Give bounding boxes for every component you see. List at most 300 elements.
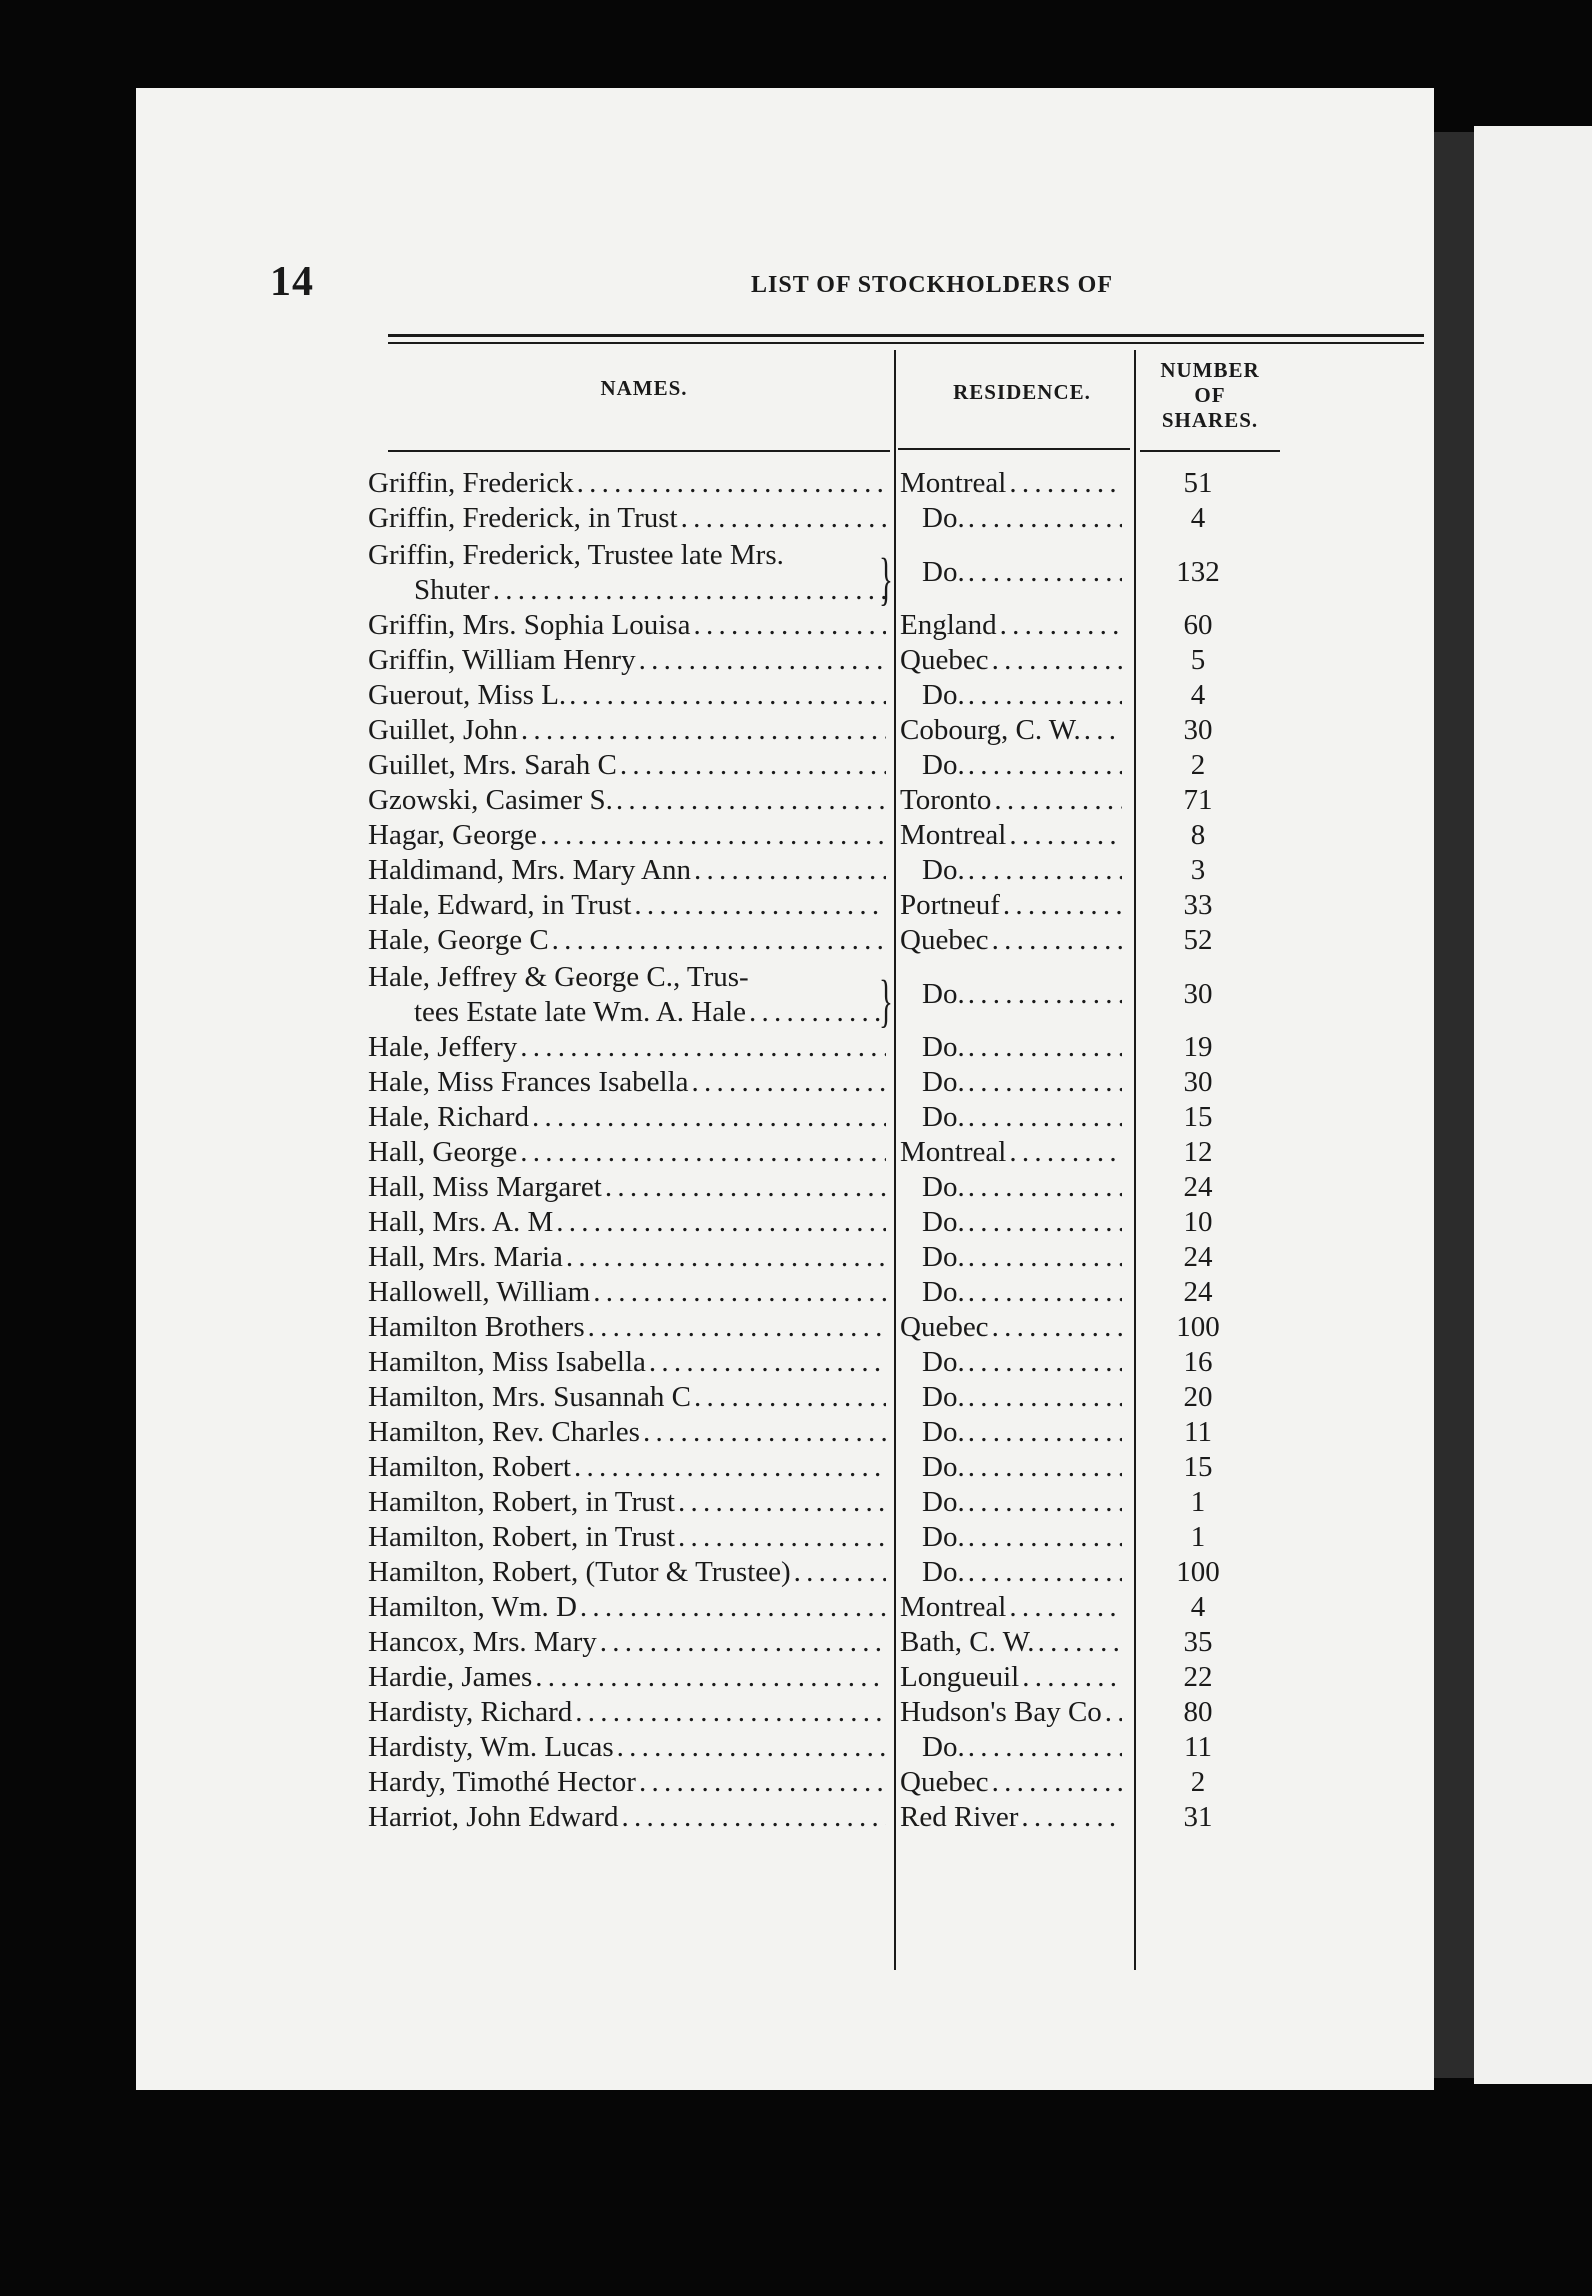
stockholder-residence <box>886 1800 1122 1835</box>
residence-text: Do. <box>922 749 965 781</box>
header-rule-second <box>388 342 1424 344</box>
stockholder-name-line1 <box>368 538 886 573</box>
stockholder-residence <box>886 1590 1122 1625</box>
residence-text: Do. <box>922 1416 965 1448</box>
stockholder-name <box>368 783 886 818</box>
leader-dots <box>493 573 886 608</box>
stockholder-residence <box>886 1135 1122 1170</box>
stockholder-shares: 22 <box>1183 1661 1213 1693</box>
stockholder-residence <box>886 501 1122 536</box>
residence-text: Quebec <box>900 1311 989 1343</box>
table-row <box>368 1800 1288 1835</box>
table-row <box>368 1520 1288 1555</box>
stockholder-residence <box>886 555 1122 590</box>
stockholder-shares: 31 <box>1183 1801 1213 1833</box>
stockholder-name <box>368 1625 886 1660</box>
stockholder-name-line2 <box>368 995 886 1030</box>
header-rule-top <box>388 334 1424 337</box>
stockholder-name <box>368 1135 886 1170</box>
stockholder-shares: 100 <box>1176 1311 1220 1343</box>
residence-text: Do. <box>922 1381 965 1413</box>
stockholder-residence <box>886 466 1122 501</box>
leader-dots <box>520 1135 886 1170</box>
residence-text: Do. <box>922 1101 965 1133</box>
leader-dots <box>968 1415 1122 1450</box>
leader-dots <box>1022 1660 1122 1695</box>
stockholder-name <box>368 923 886 958</box>
stockholder-name <box>368 1030 886 1065</box>
residence-text: England <box>900 609 997 641</box>
residence-text: Montreal <box>900 1136 1007 1168</box>
stockholder-name <box>368 748 886 783</box>
table-row <box>368 853 1288 888</box>
table-row <box>368 713 1288 748</box>
table-row <box>368 923 1288 958</box>
stockholder-name <box>368 1275 886 1310</box>
stockholder-residence <box>886 853 1122 888</box>
stockholder-residence <box>886 1240 1122 1275</box>
table-row <box>368 1310 1288 1345</box>
leader-dots <box>1021 1800 1122 1835</box>
stockholder-name <box>368 608 886 643</box>
stockholder-shares: 16 <box>1183 1346 1213 1378</box>
stockholder-name <box>368 960 886 1030</box>
residence-text: Do. <box>922 1556 965 1588</box>
leader-dots <box>968 1275 1122 1310</box>
table-row <box>368 1030 1288 1065</box>
leader-dots <box>968 678 1122 713</box>
residence-text: Montreal <box>900 1591 1007 1623</box>
leader-dots <box>532 1100 886 1135</box>
stockholder-residence <box>886 977 1122 1012</box>
stockholder-residence <box>886 1450 1122 1485</box>
leader-dots <box>994 783 1122 818</box>
stockholder-shares: 132 <box>1176 555 1220 588</box>
stockholder-name <box>368 501 886 536</box>
stockholder-name <box>368 1660 886 1695</box>
residence-text: Do. <box>922 555 965 588</box>
table-row <box>368 1660 1288 1695</box>
page-number: 14 <box>270 259 314 305</box>
leader-dots <box>678 1520 886 1555</box>
leader-dots <box>1084 713 1122 748</box>
stockholder-shares: 24 <box>1183 1171 1213 1203</box>
leader-dots <box>566 1240 886 1275</box>
leader-dots <box>1000 608 1122 643</box>
residence-text: Quebec <box>900 1766 989 1798</box>
table-row <box>368 1135 1288 1170</box>
stockholder-name-continuation: tees Estate late Wm. A. Hale <box>414 996 747 1028</box>
page-edge-shadow <box>1432 132 1474 2078</box>
leader-dots <box>588 1310 886 1345</box>
table-row <box>368 501 1288 536</box>
stockholder-name <box>368 1100 886 1135</box>
residence-text: Do. <box>922 854 965 886</box>
stockholder-shares: 1 <box>1190 1521 1206 1553</box>
stockholder-name <box>368 1590 886 1625</box>
table-row <box>368 888 1288 923</box>
column-heading-shares-line1: NUMBER <box>1160 358 1260 382</box>
stockholder-shares: 11 <box>1184 1731 1212 1763</box>
table-row <box>368 1065 1288 1100</box>
stockholder-name-text: Hale, Richard <box>368 1101 530 1133</box>
stockholder-shares: 1 <box>1190 1486 1206 1518</box>
stockholder-residence <box>886 608 1122 643</box>
leader-dots <box>968 1555 1122 1590</box>
stockholder-shares: 33 <box>1183 889 1213 921</box>
stockholder-residence <box>886 1345 1122 1380</box>
stockholder-name-text: Hamilton, Robert, in Trust <box>368 1521 675 1553</box>
stockholder-name <box>368 1345 886 1380</box>
stockholder-name-text: Griffin, Frederick, in Trust <box>368 502 678 534</box>
residence-text: Bath, C. W. <box>900 1626 1035 1658</box>
stockholder-residence <box>886 923 1122 958</box>
leader-dots <box>968 1485 1122 1520</box>
stockholder-name <box>368 1310 886 1345</box>
heading-rule-shares <box>1140 450 1280 452</box>
stockholder-shares: 52 <box>1183 924 1213 956</box>
column-heading-shares-line2: OF <box>1194 383 1226 407</box>
stockholder-residence <box>886 1485 1122 1520</box>
stockholder-shares: 100 <box>1176 1556 1220 1588</box>
leader-dots <box>540 818 886 853</box>
leader-dots <box>605 1170 886 1205</box>
stockholder-shares: 2 <box>1190 1766 1206 1798</box>
leader-dots <box>639 1765 886 1800</box>
table-row <box>368 1590 1288 1625</box>
leader-dots <box>968 748 1122 783</box>
stockholder-shares: 5 <box>1190 644 1206 676</box>
stockholder-residence <box>886 1310 1122 1345</box>
leader-dots <box>643 1415 886 1450</box>
stockholder-name <box>368 1485 886 1520</box>
table-row <box>368 783 1288 818</box>
stockholder-name-text: Hale, Edward, in Trust <box>368 889 632 921</box>
stockholder-name-text: Hamilton, Wm. D <box>368 1591 577 1623</box>
leader-dots <box>520 1030 886 1065</box>
stockholder-shares: 20 <box>1183 1381 1213 1413</box>
stockholder-residence <box>886 1555 1122 1590</box>
stockholder-name-text: Griffin, Frederick, Trustee late Mrs. <box>368 539 784 571</box>
stockholder-name-text: Hagar, George <box>368 819 538 851</box>
residence-text: Portneuf <box>900 889 1000 921</box>
stockholder-residence <box>886 1065 1122 1100</box>
stockholder-name <box>368 713 886 748</box>
leader-dots <box>678 1485 886 1520</box>
stockholder-residence <box>886 1275 1122 1310</box>
residence-text: Red River <box>900 1801 1019 1833</box>
table-row <box>368 1450 1288 1485</box>
residence-text: Do. <box>922 1521 965 1553</box>
leader-dots <box>634 888 886 923</box>
stockholder-name-text: Hamilton, Rev. Charles <box>368 1416 640 1448</box>
leader-dots <box>968 1450 1122 1485</box>
table-row <box>368 608 1288 643</box>
leader-dots <box>593 1275 886 1310</box>
stockholder-name <box>368 1170 886 1205</box>
stockholder-residence <box>886 1030 1122 1065</box>
residence-text: Do. <box>922 1451 965 1483</box>
stockholder-name <box>368 888 886 923</box>
stockholder-shares: 30 <box>1183 977 1213 1010</box>
leader-dots <box>552 923 886 958</box>
table-row <box>368 1240 1288 1275</box>
leader-dots <box>968 1520 1122 1555</box>
stockholder-shares: 19 <box>1183 1031 1213 1063</box>
stockholder-name <box>368 1695 886 1730</box>
stockholder-residence <box>886 1695 1122 1730</box>
residence-text: Quebec <box>900 644 989 676</box>
stockholder-shares: 24 <box>1183 1241 1213 1273</box>
stockholder-residence <box>886 1730 1122 1765</box>
stockholder-shares: 15 <box>1183 1451 1213 1483</box>
table-row <box>368 466 1288 501</box>
leader-dots <box>968 1240 1122 1275</box>
table-row <box>368 1205 1288 1240</box>
residence-text: Do. <box>922 977 965 1010</box>
stockholder-name <box>368 466 886 501</box>
stockholder-name-text: Hall, Mrs. Maria <box>368 1241 563 1273</box>
stockholder-name-text: Haldimand, Mrs. Mary Ann <box>368 854 691 886</box>
stockholder-name-text: Griffin, Frederick <box>368 467 574 499</box>
leader-dots <box>992 1765 1122 1800</box>
stockholder-name <box>368 643 886 678</box>
leader-dots <box>992 1310 1122 1345</box>
stockholder-shares: 10 <box>1183 1206 1213 1238</box>
stockholder-residence <box>886 818 1122 853</box>
leader-dots <box>556 1205 886 1240</box>
leader-dots <box>620 748 886 783</box>
stockholder-shares: 80 <box>1183 1696 1213 1728</box>
residence-text: Do. <box>922 502 965 534</box>
stockholder-shares: 3 <box>1190 854 1206 886</box>
stockholder-shares: 4 <box>1190 1591 1206 1623</box>
stockholder-name-text: Harriot, John Edward <box>368 1801 619 1833</box>
residence-text: Montreal <box>900 467 1007 499</box>
leader-dots <box>639 643 886 678</box>
stockholder-name-text: Gzowski, Casimer S. <box>368 784 613 816</box>
leader-dots <box>968 1170 1122 1205</box>
stockholder-name-text: Hamilton Brothers <box>368 1311 585 1343</box>
residence-text: Do. <box>922 1031 965 1063</box>
leader-dots <box>992 923 1122 958</box>
stockholder-name <box>368 853 886 888</box>
table-row <box>368 1380 1288 1415</box>
leader-dots <box>574 1450 886 1485</box>
table-row <box>368 1170 1288 1205</box>
stockholder-shares: 4 <box>1190 502 1206 534</box>
leader-dots <box>968 1345 1122 1380</box>
stockholder-residence <box>886 1205 1122 1240</box>
leader-dots <box>1105 1695 1122 1730</box>
stockholder-residence <box>886 1415 1122 1450</box>
table-row <box>368 1100 1288 1135</box>
stockholder-residence <box>886 643 1122 678</box>
residence-text: Montreal <box>900 819 1007 851</box>
leader-dots <box>1009 1590 1122 1625</box>
stockholder-residence <box>886 1100 1122 1135</box>
table-row <box>368 1485 1288 1520</box>
facing-page <box>1474 126 1592 2084</box>
leader-dots <box>521 713 886 748</box>
stockholder-residence <box>886 1520 1122 1555</box>
grouping-brace: } <box>878 968 893 1033</box>
leader-dots <box>580 1590 886 1625</box>
leader-dots <box>968 1100 1122 1135</box>
grouping-brace: } <box>878 546 893 611</box>
residence-text: Do. <box>922 1486 965 1518</box>
stockholder-name <box>368 1205 886 1240</box>
residence-text: Do. <box>922 1346 965 1378</box>
stockholder-shares: 60 <box>1183 609 1213 641</box>
stockholder-name <box>368 678 886 713</box>
stockholder-shares: 71 <box>1183 784 1213 816</box>
stockholder-residence <box>886 1170 1122 1205</box>
heading-rule-residence <box>898 448 1130 450</box>
stockholder-name-text: Hardisty, Wm. Lucas <box>368 1731 614 1763</box>
stockholder-name-text: Guillet, Mrs. Sarah C <box>368 749 617 781</box>
heading-rule-names <box>388 450 890 452</box>
stockholder-name-text: Hamilton, Robert, (Tutor & Trustee) <box>368 1556 791 1588</box>
stockholder-name-text: Guerout, Miss L. <box>368 679 567 711</box>
leader-dots <box>968 1380 1122 1415</box>
column-heading-shares-line3: SHARES. <box>1161 408 1259 432</box>
leader-dots <box>617 1730 886 1765</box>
leader-dots <box>1009 466 1122 501</box>
leader-dots <box>694 1380 886 1415</box>
leader-dots <box>968 1065 1122 1100</box>
stockholder-shares: 30 <box>1183 1066 1213 1098</box>
stockholder-name-line1 <box>368 960 886 995</box>
leader-dots <box>694 853 886 888</box>
leader-dots <box>577 466 886 501</box>
stockholder-name-text: Hamilton, Robert <box>368 1451 571 1483</box>
leader-dots <box>968 1205 1122 1240</box>
stockholder-name-text: Hale, Jeffrey & George C., Trus- <box>368 961 749 993</box>
leader-dots <box>621 1800 886 1835</box>
residence-text: Do. <box>922 1731 965 1763</box>
stockholder-name-text: Hallowell, William <box>368 1276 591 1308</box>
stockholder-residence <box>886 888 1122 923</box>
stockholder-shares: 11 <box>1184 1416 1212 1448</box>
table-row <box>368 536 1288 611</box>
stockholder-shares: 51 <box>1183 467 1213 499</box>
leader-dots <box>693 608 886 643</box>
leader-dots <box>992 643 1122 678</box>
stockholder-name <box>368 1450 886 1485</box>
stockholder-residence <box>886 748 1122 783</box>
leader-dots <box>1038 1625 1122 1660</box>
stockholder-shares: 4 <box>1190 679 1206 711</box>
stockholder-name-text: Hale, Miss Frances Isabella <box>368 1066 689 1098</box>
stockholder-name <box>368 1765 886 1800</box>
table-row <box>368 1730 1288 1765</box>
residence-text: Do. <box>922 1241 965 1273</box>
stockholder-residence <box>886 1660 1122 1695</box>
column-heading-residence: RESIDENCE. <box>953 380 1091 404</box>
stockholder-shares: 2 <box>1190 749 1206 781</box>
table-row <box>368 643 1288 678</box>
stockholder-shares: 8 <box>1190 819 1206 851</box>
table-row <box>368 1625 1288 1660</box>
table-row <box>368 958 1288 1033</box>
leader-dots <box>968 1730 1122 1765</box>
residence-text: Do. <box>922 1066 965 1098</box>
table-row <box>368 1555 1288 1590</box>
stockholder-name-text: Hall, Mrs. A. M <box>368 1206 554 1238</box>
stockholder-name <box>368 538 886 608</box>
stockholder-name-text: Hall, Miss Margaret <box>368 1171 602 1203</box>
leader-dots <box>1009 818 1122 853</box>
stockholder-name-text: Griffin, William Henry <box>368 644 636 676</box>
leader-dots <box>600 1625 886 1660</box>
residence-text: Do. <box>922 1206 965 1238</box>
leader-dots <box>968 501 1122 536</box>
stockholder-name <box>368 1800 886 1835</box>
leader-dots <box>569 678 886 713</box>
residence-text: Quebec <box>900 924 989 956</box>
stockholder-shares: 30 <box>1183 714 1213 746</box>
stockholder-name-continuation: Shuter <box>414 574 490 606</box>
table-row <box>368 1765 1288 1800</box>
table-row <box>368 1275 1288 1310</box>
stockholder-name-text: Guillet, John <box>368 714 518 746</box>
stockholder-shares: 35 <box>1183 1626 1213 1658</box>
stockholder-name <box>368 1415 886 1450</box>
leader-dots <box>968 977 1122 1012</box>
stockholder-name-text: Hamilton, Robert, in Trust <box>368 1486 675 1518</box>
leader-dots <box>968 555 1122 590</box>
stockholder-residence <box>886 1380 1122 1415</box>
stockholder-name <box>368 1240 886 1275</box>
stockholder-name-text: Hale, Jeffery <box>368 1031 518 1063</box>
residence-text: Cobourg, C. W. <box>900 714 1081 746</box>
stockholder-name-text: Hardisty, Richard <box>368 1696 573 1728</box>
stockholder-name <box>368 1380 886 1415</box>
stockholder-residence <box>886 678 1122 713</box>
residence-text: Hudson's Bay Co <box>900 1696 1102 1728</box>
stockholder-shares: 24 <box>1183 1276 1213 1308</box>
stockholder-name-text: Hancox, Mrs. Mary <box>368 1626 597 1658</box>
table-row <box>368 818 1288 853</box>
stockholder-name-text: Hall, George <box>368 1136 518 1168</box>
stockholder-name <box>368 1555 886 1590</box>
stockholder-list <box>368 466 1288 1835</box>
leader-dots <box>535 1660 886 1695</box>
leader-dots <box>1003 888 1122 923</box>
leader-dots <box>681 501 886 536</box>
residence-text: Longueuil <box>900 1661 1020 1693</box>
leader-dots <box>968 853 1122 888</box>
table-row <box>368 678 1288 713</box>
stockholder-name-text: Griffin, Mrs. Sophia Louisa <box>368 609 691 641</box>
stockholder-residence <box>886 713 1122 748</box>
table-row <box>368 1415 1288 1450</box>
leader-dots <box>575 1695 886 1730</box>
stockholder-name-text: Hardy, Timothé Hector <box>368 1766 636 1798</box>
stockholder-name <box>368 818 886 853</box>
stockholder-name <box>368 1730 886 1765</box>
stockholder-name-text: Hale, George C <box>368 924 549 956</box>
stockholder-name-text: Hamilton, Miss Isabella <box>368 1346 646 1378</box>
leader-dots <box>616 783 886 818</box>
residence-text: Do. <box>922 679 965 711</box>
stockholder-name-text: Hardie, James <box>368 1661 533 1693</box>
stockholder-name-line2 <box>368 573 886 608</box>
column-heading-shares <box>1140 358 1280 433</box>
stockholder-residence <box>886 783 1122 818</box>
stockholder-residence <box>886 1765 1122 1800</box>
